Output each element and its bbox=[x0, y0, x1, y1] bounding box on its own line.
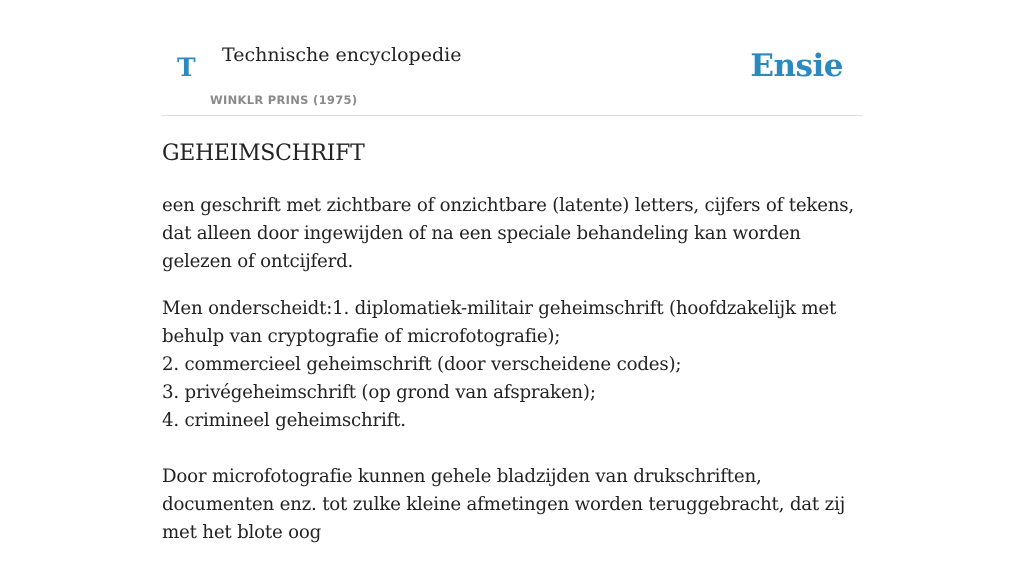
list-item: 2. commercieel geheimschrift (door verscheidene codes); bbox=[162, 354, 682, 375]
publication-subtitle: WINKLR PRINS (1975) bbox=[210, 93, 358, 107]
list-item: 3. privégeheimschrift (op grond van afspraken); bbox=[162, 382, 596, 403]
list-item: Men onderscheidt:1. diplomatiek-militair geheimschrift (hoofdzakelijk met behulp van cryptografie of microfotografie); bbox=[162, 298, 837, 347]
list-item: 4. crimineel geheimschrift. bbox=[162, 410, 406, 431]
closing-paragraph: Door microfotografie kunnen gehele bladzijden van drukschriften, documenten enz. tot zulke kleine afmetingen worden teruggebracht, dat zij met het blote oog bbox=[162, 466, 846, 543]
definition-paragraph: een geschrift met zichtbare of onzichtbare (latente) letters, cijfers of tekens, dat alleen door ingewijden of na een speciale behandeling kan worden gelezen of ontcijferd. bbox=[162, 195, 855, 272]
brand-logo[interactable]: Ensie bbox=[750, 48, 843, 84]
publication-header bbox=[162, 0, 862, 116]
classification-list bbox=[162, 295, 862, 435]
page-container bbox=[162, 0, 862, 543]
article-body bbox=[162, 192, 862, 566]
article-title: GEHEIMSCHRIFT bbox=[162, 141, 365, 166]
publication-logo[interactable]: T bbox=[177, 53, 196, 82]
publication-title[interactable]: Technische encyclopedie bbox=[222, 44, 462, 66]
